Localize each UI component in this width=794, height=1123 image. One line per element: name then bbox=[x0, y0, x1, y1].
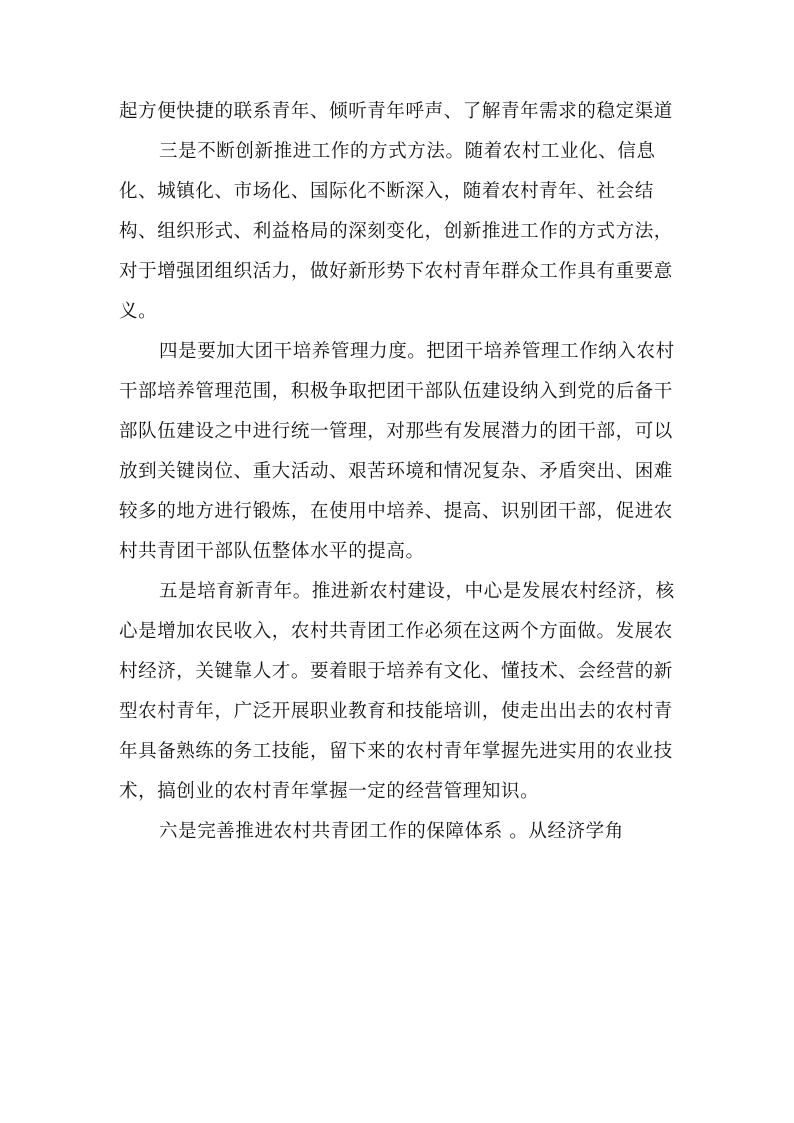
paragraph-1: 起方便快捷的联系青年、倾听青年呼声、了解青年需求的稳定渠道 bbox=[119, 101, 673, 122]
document-body bbox=[119, 92, 679, 852]
paragraph-2: 三是不断创新推进工作的方式方法。随着农村工业化、信息化、城镇化、市场化、国际化不断深入，随着农村青年、社会结构、组织形式、利益格局的深刻变化，创新推进工作的方式方法，对于增强团组织活力，做好新形势下农村青年群众工作具有重要意义。 bbox=[119, 141, 673, 322]
paragraph-5: 六是完善推进农村共青团工作的保障体系 。从经济学角 bbox=[159, 821, 624, 842]
paragraph-3: 四是要加大团干培养管理力度。把团干培养管理工作纳入农村干部培养管理范围，积极争取把团干部队伍建设纳入到党的后备干部队伍建设之中进行统一管理，对那些有发展潜力的团干部，可以放到关键岗位、重大活动、艰苦环境和情况复杂、矛盾突出、困难较多的地方进行锻炼，在使用中培养、提高、识别团干部，促进农村共青团干部队伍整体水平的提高。 bbox=[119, 341, 675, 562]
paragraph-4: 五是培育新青年。推进新农村建设，中心是发展农村经济，核心是增加农民收入，农村共青团工作必须在这两个方面做。发展农村经济，关键靠人才。要着眼于培养有文化、懂技术、会经营的新型农村青年，广泛开展职业教育和技能培训，使走出出去的农村青年具备熟练的务工技能，留下来的农村青年掌握先进实用的农业技术，搞创业的农村青年掌握一定的经营管理知识。 bbox=[119, 581, 675, 802]
